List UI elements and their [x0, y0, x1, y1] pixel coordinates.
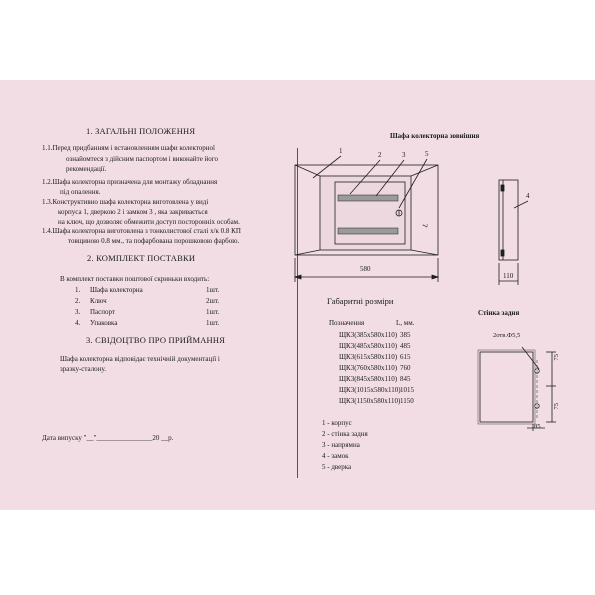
kit-item-number: 2. — [75, 297, 81, 305]
size-length: 615 — [400, 353, 411, 361]
callout-label: 1 — [339, 147, 343, 155]
release-date-line: Дата випуску "__"________________20 __р. — [42, 434, 174, 442]
kit-item-qty: 2шт. — [206, 297, 220, 305]
kit-item-name: Упаковка — [90, 319, 118, 327]
sizes-col-l: L, мм. — [396, 319, 415, 327]
back-wall-holes-label: 2отв.Ф5,5 — [493, 332, 521, 339]
section-1-title: 1. ЗАГАЛЬНІ ПОЛОЖЕННЯ — [86, 126, 196, 136]
para-1-4-line1: 1.4.Шафа колекторна виготовлена з тонколистової сталі х/к 0.8 КП — [42, 227, 241, 235]
drawing-title: Шафа колекторна зовнішня — [390, 132, 480, 140]
size-length: 845 — [400, 375, 411, 383]
legend-item: 2 - стінка задня — [322, 430, 368, 438]
sizes-col-name: Позначення — [329, 319, 365, 327]
kit-intro: В комплект поставки поштової скриньки входить: — [60, 275, 210, 283]
para-1-3-line1: 1.3.Конструктивно шафа колекторна виготовлена у виді — [42, 198, 209, 206]
callout-label: 2 — [378, 151, 382, 159]
size-length: 1015 — [400, 386, 414, 394]
kit-item-number: 4. — [75, 319, 81, 327]
size-name: ЩК3(615х580х110) — [339, 353, 398, 361]
size-length: 760 — [400, 364, 411, 372]
dim-l-label: L — [421, 222, 430, 229]
section-2-title: 2. КОМПЛЕКТ ПОСТАВКИ — [87, 253, 196, 263]
size-name: ЩК3(485х580х110) — [339, 342, 398, 350]
para-1-4-line2: товщиною 0.8 мм., та пофарбована порошковою фарбою. — [68, 237, 240, 245]
certificate-line1: Шафа колекторна відповідає технічній документації і — [60, 355, 220, 363]
back-wall-dim-v1: 75 — [553, 354, 560, 361]
legend-item: 1 - корпус — [322, 419, 352, 427]
kit-item-number: 3. — [75, 308, 81, 316]
callout-label: 3 — [402, 151, 406, 159]
para-1-3-line3: на ключ, що дозволяє обмежити доступ посторонніх особам. — [58, 218, 240, 226]
cabinet-front-view — [295, 156, 438, 282]
size-name: ЩК3(385х580х110) — [339, 331, 398, 339]
para-1-1-line2: ознайомтеся з дійсним паспортом і виконайте його — [66, 155, 219, 163]
legend-item: 4 - замок — [322, 452, 349, 460]
size-name: ЩК3(760х580х110) — [339, 364, 398, 372]
kit-item-number: 1. — [75, 286, 81, 294]
size-name: ЩК3(1150х580х110) — [339, 397, 401, 405]
legend-item: 5 - дверка — [322, 463, 352, 471]
kit-item-name: Паспорт — [90, 308, 115, 316]
para-1-1-line3: рекомендації. — [66, 165, 107, 173]
cabinet-side-view — [499, 180, 528, 285]
para-1-2-line2: під опалення. — [60, 188, 101, 196]
kit-item-name: Ключ — [90, 297, 107, 305]
sizes-title: Габаритні розміри — [327, 296, 394, 306]
kit-item-qty: 1шт. — [206, 286, 220, 294]
para-1-1-line1: 1.1.Перед придбанням і встановленням шафи колекторної — [42, 144, 215, 152]
size-name: ЩК3(1015х580х110) — [339, 386, 401, 394]
kit-item-qty: 1шт. — [206, 319, 220, 327]
para-1-2-line1: 1.2.Шафа колекторна призначена для монтажу обладнання — [42, 178, 218, 186]
size-length: 385 — [400, 331, 411, 339]
kit-item-name: Шафа колекторна — [90, 286, 143, 294]
kit-item-qty: 1шт. — [206, 308, 220, 316]
certificate-line2: зразку-сталону. — [60, 365, 106, 373]
back-wall-title: Стінка задня — [478, 309, 520, 317]
back-wall-dim-h: 85 — [534, 423, 541, 430]
dim-depth-label: 110 — [503, 272, 514, 280]
legend-item: 3 - напрямна — [322, 441, 360, 449]
callout-label: 5 — [425, 150, 429, 158]
dim-width-label: 580 — [360, 265, 371, 273]
para-1-3-line2: корпуса 1, дверкою 2 і замком 3 , яка закривається — [58, 208, 208, 216]
size-name: ЩК3(845х580х110) — [339, 375, 398, 383]
callout-label: 4 — [526, 192, 530, 200]
section-3-title: 3. СВІДОЦТВО ПРО ПРИЙМАННЯ — [86, 335, 226, 345]
back-wall-drawing — [478, 347, 556, 431]
back-wall-dim-v2: 75 — [553, 403, 560, 410]
size-length: 485 — [400, 342, 411, 350]
size-length: 1150 — [400, 397, 414, 405]
